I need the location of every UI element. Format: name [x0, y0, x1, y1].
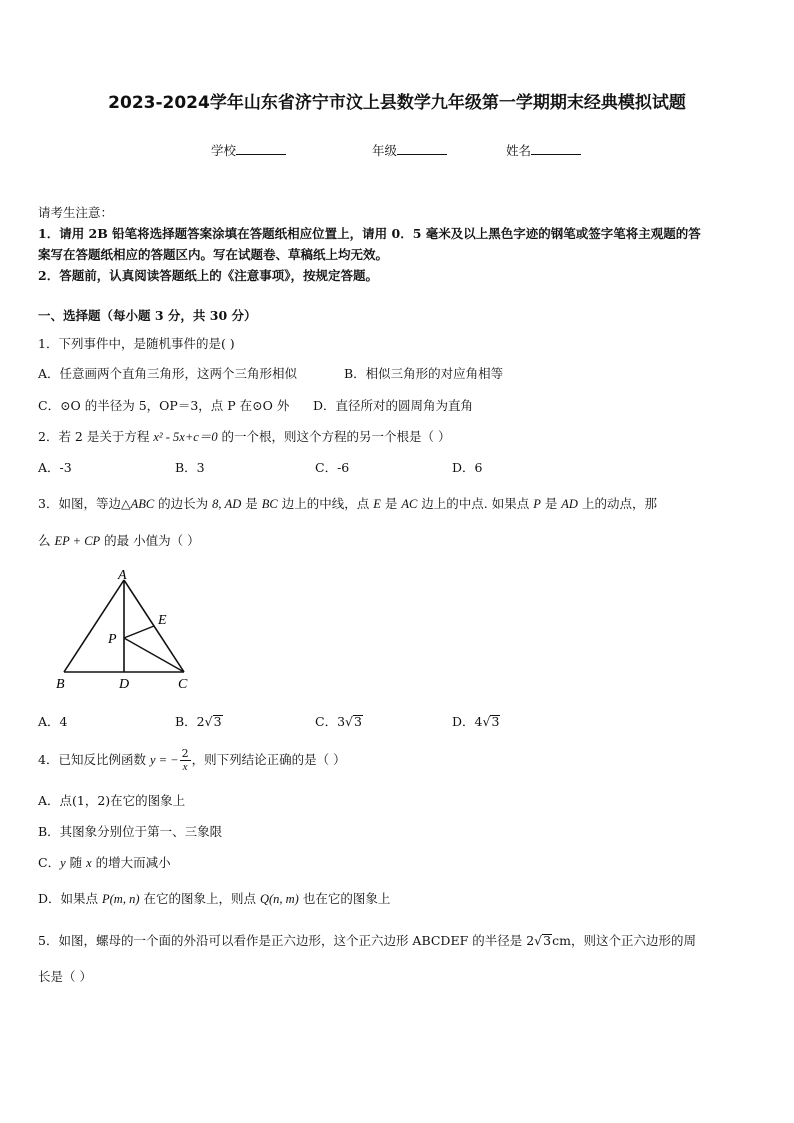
- q3-stem-line2: 么 EP + CP 的最 小值为（ ）: [38, 533, 200, 548]
- notice-line-1b: 案写在答题纸相应的答题区内。写在试题卷、草稿纸上均无效。: [38, 247, 389, 262]
- q2-option-d[interactable]: D．6: [452, 460, 483, 475]
- q5-stem-line2: 长是（ ）: [38, 969, 92, 984]
- label-d: D: [119, 677, 130, 692]
- notice-heading: 请考生注意：: [38, 205, 114, 220]
- label-p: P: [108, 632, 117, 647]
- q1-option-b[interactable]: B．相似三角形的对应角相等: [344, 366, 504, 381]
- q1-option-d[interactable]: D．直径所对的圆周角为直角: [313, 398, 474, 413]
- q1-option-c[interactable]: C．⊙O 的半径为 5，OP＝3，点 P 在⊙O 外: [38, 398, 290, 413]
- label-c: C: [178, 677, 188, 692]
- segment-pe: [124, 626, 154, 638]
- q2-option-a[interactable]: A．-3: [38, 460, 72, 475]
- section-heading: 一、选择题（每小题 3 分，共 30 分）: [38, 308, 257, 323]
- q2-equation: x² - 5x+c＝0: [153, 430, 218, 444]
- q1-stem: 1．下列事件中，是随机事件的是( ): [38, 336, 235, 351]
- q2-option-c[interactable]: C．-6: [315, 460, 350, 475]
- label-a: A: [118, 568, 127, 583]
- school-field[interactable]: [211, 141, 286, 159]
- name-field[interactable]: [506, 141, 581, 159]
- q4-fraction: $\frac{2}{x}$: [181, 747, 189, 773]
- q3-option-c[interactable]: C．3√3: [315, 714, 362, 729]
- q4-option-d[interactable]: D．如果点 P(m, n) 在它的图象上，则点 Q(n, m) 也在它的图象上: [38, 891, 391, 906]
- q4-stem: 4．已知反比例函数 y = − $\frac{2}{x}$ ，则下列结论正确的是（ ）: [38, 747, 346, 773]
- grade-blank[interactable]: [397, 143, 447, 155]
- school-blank[interactable]: [236, 143, 286, 155]
- q4-option-b[interactable]: B．其图象分别位于第一、三象限: [38, 824, 223, 839]
- notice-line-1a: 1．请用 2B 铅笔将选择题答案涂填在答题纸相应位置上，请用 0．5 毫米及以上黑色字迹的钢笔或签字笔将主观题的答: [38, 226, 701, 241]
- label-e: E: [158, 613, 167, 628]
- q4-option-c[interactable]: C．y 随 x 的增大而减小: [38, 855, 171, 870]
- q5-stem-line1: 5．如图，螺母的一个面的外沿可以看作是正六边形，这个正六边形 ABCDEF 的半径是 2√3cm，则这个正六边形的周: [38, 933, 696, 948]
- side-ab: [64, 580, 124, 672]
- school-label: 学校: [211, 143, 237, 158]
- name-blank[interactable]: [531, 143, 581, 155]
- q3-option-d[interactable]: D．4√3: [452, 714, 500, 729]
- q2-option-b[interactable]: B．3: [175, 460, 205, 475]
- grade-label: 年级: [372, 143, 398, 158]
- q3-option-a[interactable]: A．4: [38, 714, 68, 729]
- q4-option-a[interactable]: A．点(1，2)在它的图象上: [38, 793, 186, 808]
- q2-stem: 2．若 2 是关于方程 x² - 5x+c＝0 的一个根，则这个方程的另一个根是（ ）: [38, 429, 451, 444]
- name-label: 姓名: [506, 143, 532, 158]
- grade-field[interactable]: [372, 141, 447, 159]
- exam-title: 2023-2024学年山东省济宁市汶上县数学九年级第一学期期末经典模拟试题: [108, 93, 686, 113]
- q3-option-b[interactable]: B．2√3: [175, 714, 222, 729]
- q3-triangle-figure: [52, 566, 202, 694]
- segment-pc: [124, 638, 184, 672]
- notice-line-2: 2．答题前，认真阅读答题纸上的《注意事项》，按规定答题。: [38, 268, 378, 283]
- q3-stem-line1: 3．如图，等边△ABC 的边长为 8, AD 是 BC 边上的中线，点 E 是 AC 边上的中点. 如果点 P 是 AD 上的动点，那: [38, 496, 657, 511]
- label-b: B: [56, 677, 65, 692]
- q1-option-a[interactable]: A．任意画两个直角三角形，这两个三角形相似: [38, 366, 298, 381]
